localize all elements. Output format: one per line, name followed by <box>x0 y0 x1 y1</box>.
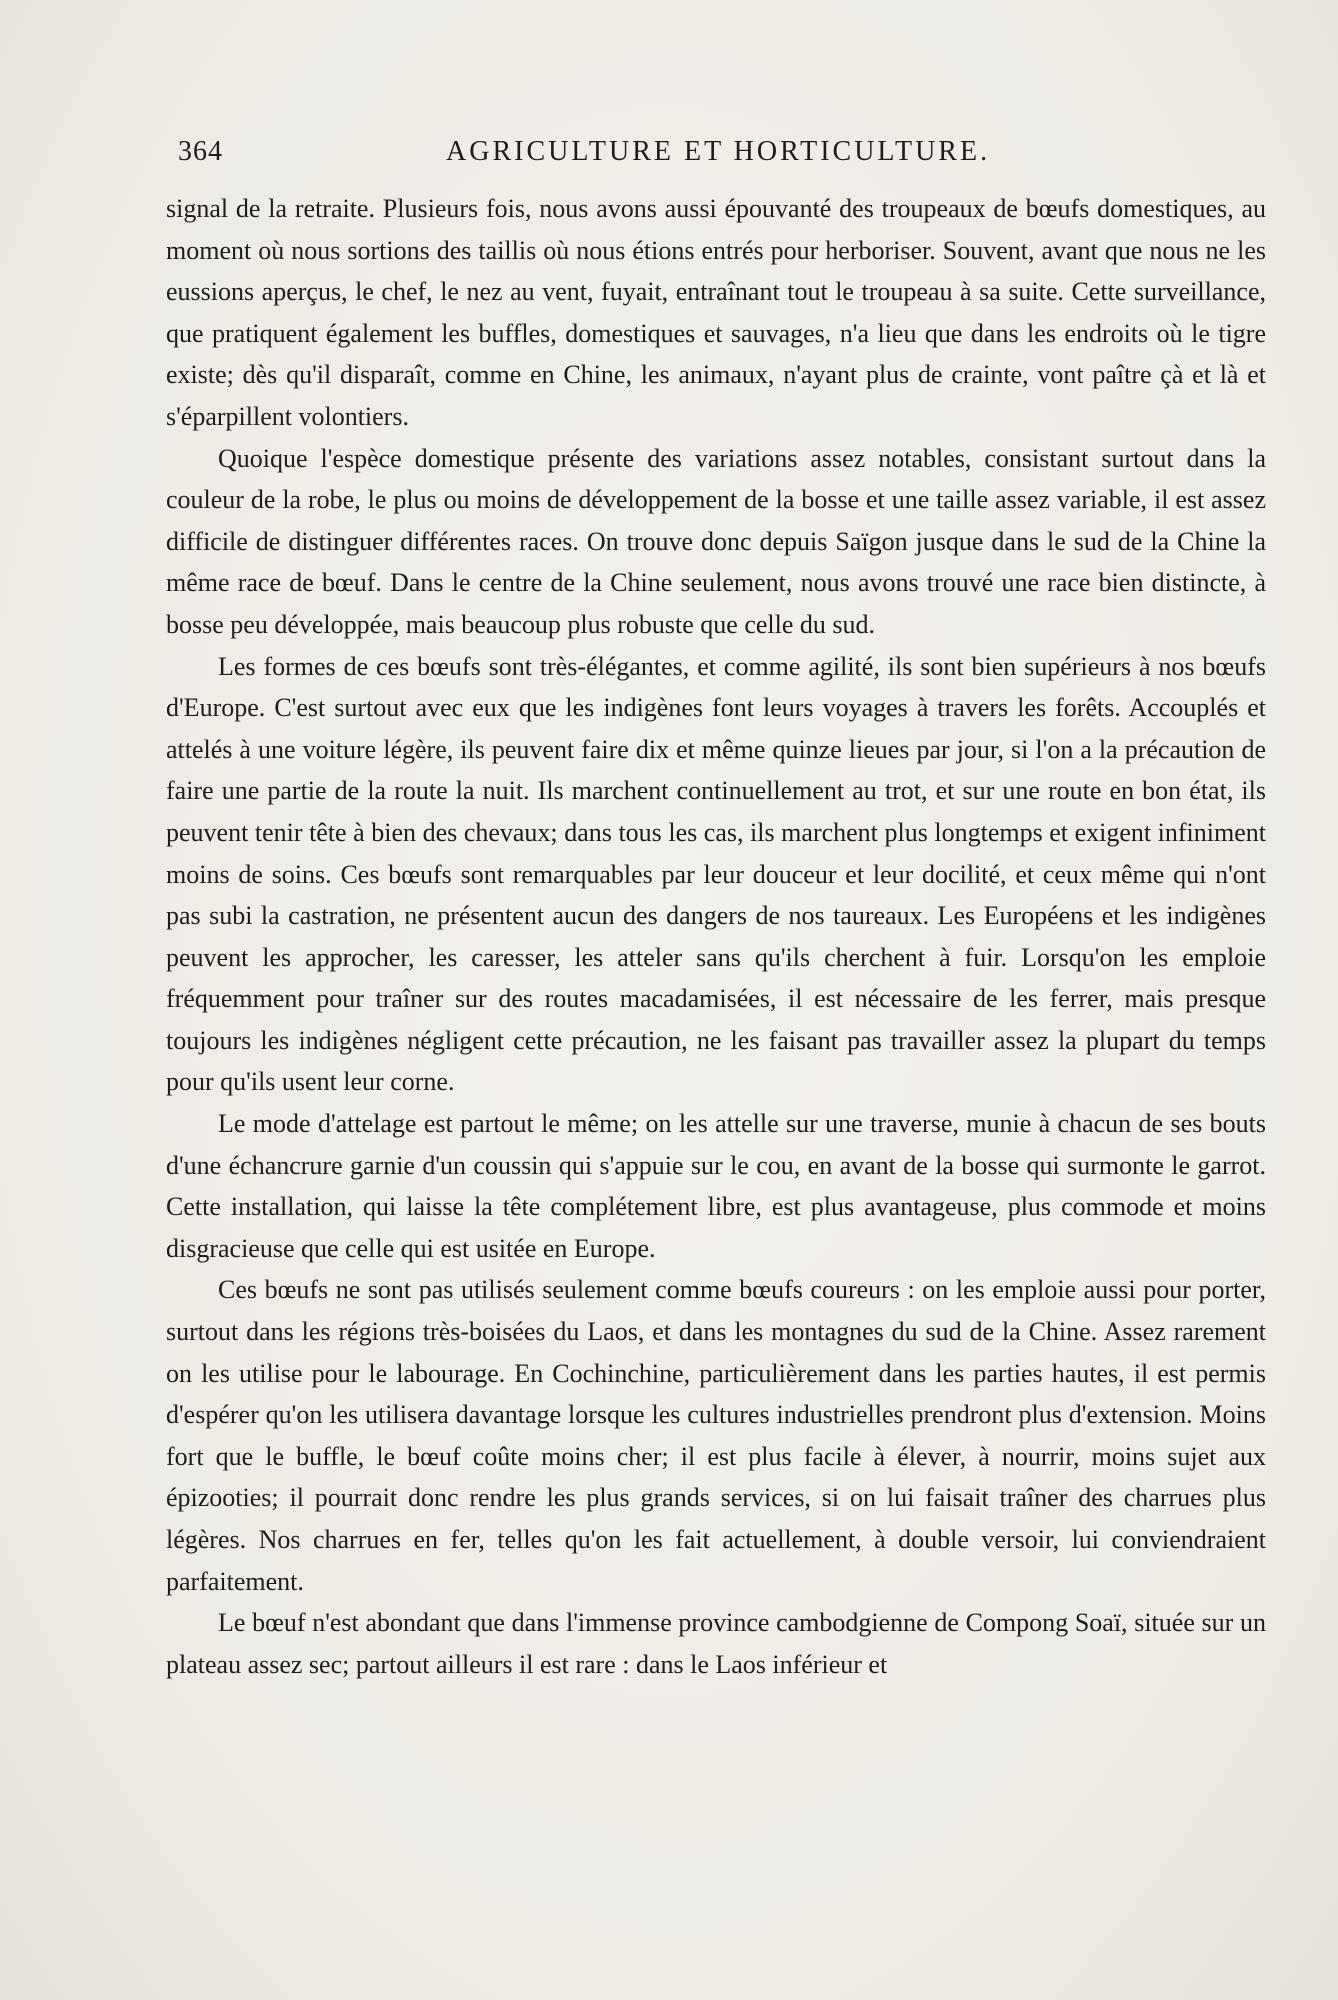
paragraph: Les formes de ces bœufs sont très-élégantes, et comme agilité, ils sont bien supérieurs à nos bœufs d'Europe. C'est surtout avec eux que les indigènes font leurs voyages à travers les forêts. Accouplés et attelés à une voiture légère, ils peuvent faire dix et même quinze lieues par jour, si l'on a la précaution de faire une partie de la route la nuit. Ils marchent continuellement au trot, et sur une route en bon état, ils peuvent tenir tête à bien des chevaux; dans tous les cas, ils marchent plus longtemps et exigent infiniment moins de soins. Ces bœufs sont remarquables par leur douceur et leur docilité, et ceux même qui n'ont pas subi la castration, ne présentent aucun des dangers de nos taureaux. Les Européens et les indigènes peuvent les approcher, les caresser, les atteler sans qu'ils cherchent à fuir. Lorsqu'on les emploie fréquemment pour traîner sur des routes macadamisées, il est nécessaire de les ferrer, mais presque toujours les indigènes négligent cette précaution, ne les faisant pas travailler assez la plupart du temps pour qu'ils usent leur corne. <box>166 651 1266 1097</box>
page-number: 364 <box>178 136 223 167</box>
paragraph: Quoique l'espèce domestique présente des variations assez notables, consistant surtout dans la couleur de la robe, le plus ou moins de développement de la bosse et une taille assez variable, il est assez difficile de distinguer différentes races. On trouve donc depuis Saïgon jusque dans le sud de la Chine la même race de bœuf. Dans le centre de la Chine seulement, nous avons trouvé une race bien distincte, à bosse peu développée, mais beaucoup plus robuste que celle du sud. <box>166 443 1266 639</box>
paragraph-continued: signal de la retraite. Plusieurs fois, nous avons aussi épouvanté des troupeaux de bœufs domestiques, au moment où nous sortions des taillis où nous étions entrés pour herboriser. Souvent, avant que nous ne les eussions aperçus, le chef, le nez au vent, fuyait, entraînant tout le troupeau à sa suite. Cette surveillance, que pratiquent également les buffles, domestiques et sauvages, n'a lieu que dans les endroits où le tigre existe; dès qu'il disparaît, comme en Chine, les animaux, n'ayant plus de crainte, vont paître çà et là et s'éparpillent volontiers. <box>166 194 1266 431</box>
paragraph: Le bœuf n'est abondant que dans l'immense province cambodgienne de Compong Soaï, située sur un plateau assez sec; partout ailleurs il est rare : dans le Laos inférieur et <box>166 1608 1266 1679</box>
paragraph: Le mode d'attelage est partout le même; on les attelle sur une traverse, munie à chacun de ses bouts d'une échancrure garnie d'un coussin qui s'appuie sur le cou, en avant de la bosse qui surmonte le garrot. Cette installation, qui laisse la tête complétement libre, est plus avantageuse, plus commode et moins disgracieuse que celle qui est usitée en Europe. <box>166 1109 1266 1263</box>
body-text <box>166 188 1266 1685</box>
page-header <box>174 136 1264 176</box>
running-title: AGRICULTURE ET HORTICULTURE. <box>446 136 991 167</box>
paragraph: Ces bœufs ne sont pas utilisés seulement comme bœufs coureurs : on les emploie aussi pour porter, surtout dans les régions très-boisées du Laos, et dans les montagnes du sud de la Chine. Assez rarement on les utilise pour le labourage. En Cochinchine, particulièrement dans les parties hautes, il est permis d'espérer qu'on les utilisera davantage lorsque les cultures industrielles prendront plus d'extension. Moins fort que le buffle, le bœuf coûte moins cher; il est plus facile à élever, à nourrir, moins sujet aux épizooties; il pourrait donc rendre les plus grands services, si on lui faisait traîner des charrues plus légères. Nos charrues en fer, telles qu'on les fait actuellement, à double versoir, lui conviendraient parfaitement. <box>166 1275 1266 1596</box>
